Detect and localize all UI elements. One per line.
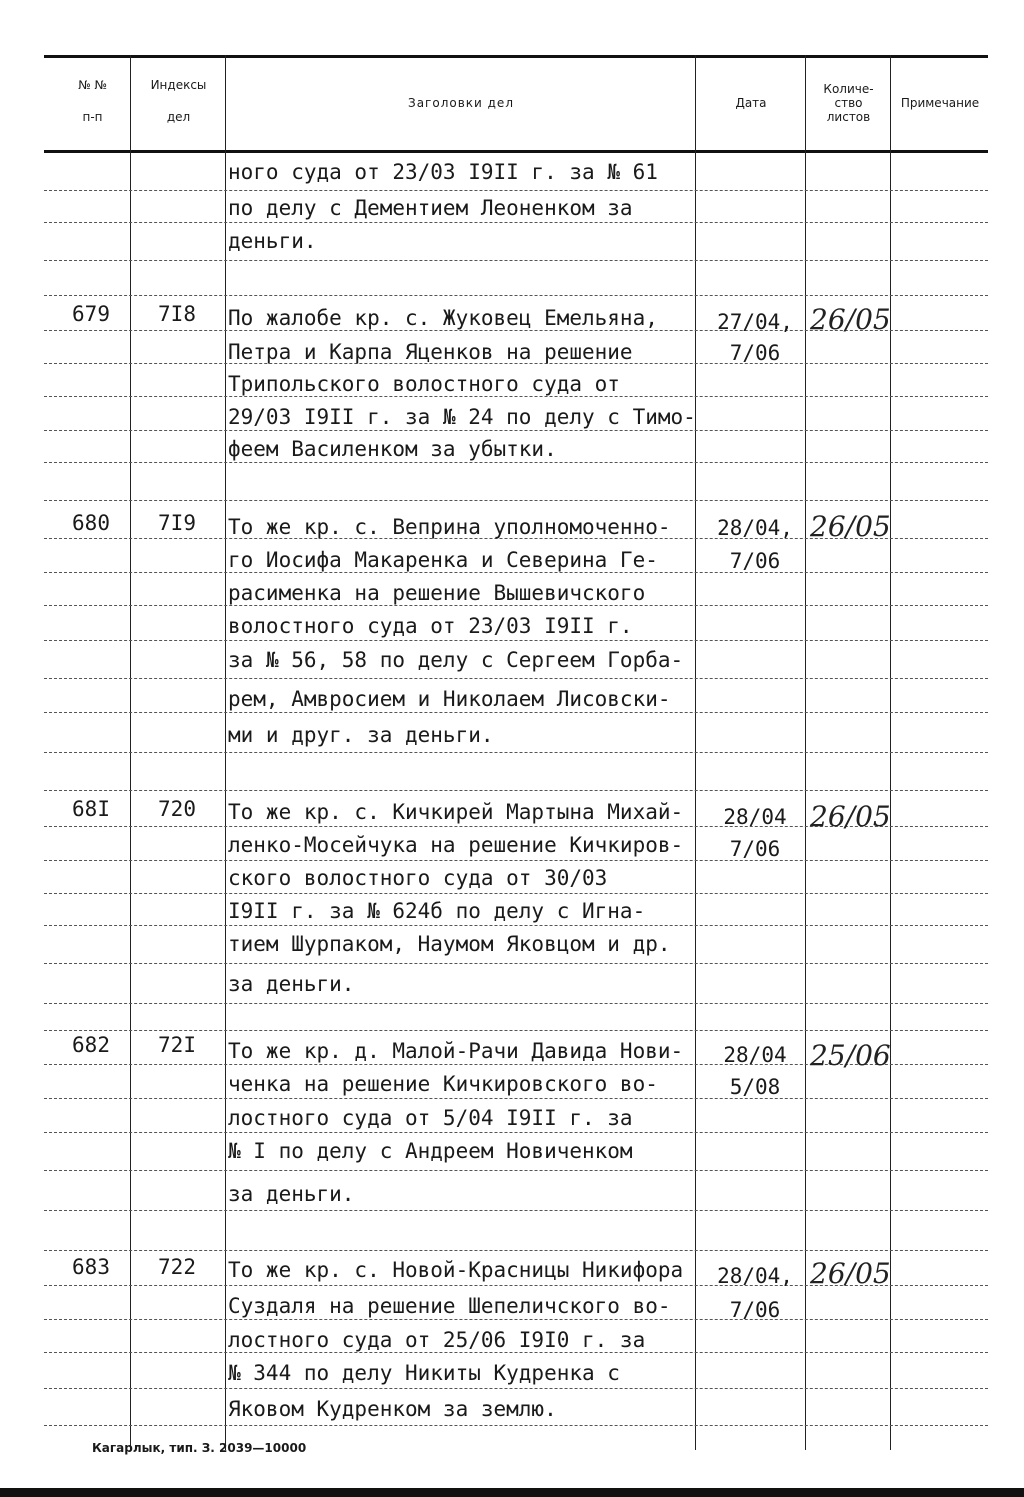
ruled-line bbox=[44, 712, 988, 713]
continuation-line: деньги. bbox=[228, 229, 317, 253]
record-index: 722 bbox=[158, 1255, 196, 1279]
record-index: 720 bbox=[158, 797, 196, 821]
record-line: за деньги. bbox=[228, 972, 355, 996]
ruled-line bbox=[44, 1388, 988, 1389]
record-number: 683 bbox=[72, 1255, 110, 1279]
record-line: 29/03 I9II г. за № 24 по делу с Тимо- bbox=[228, 405, 696, 429]
ruled-line bbox=[44, 860, 988, 861]
ruled-line bbox=[44, 963, 988, 964]
record-line: № I по делу с Андреем Новиченком bbox=[228, 1139, 633, 1163]
ruled-line bbox=[44, 1030, 988, 1031]
record-line: То же кр. с. Кичкирей Мартына Михай- bbox=[228, 800, 684, 824]
ruled-line bbox=[44, 1319, 988, 1320]
top-rule bbox=[44, 55, 988, 58]
record-index: 7I9 bbox=[158, 511, 196, 535]
record-line: рем, Амвросием и Николаем Лисовски- bbox=[228, 687, 671, 711]
header-count bbox=[807, 82, 890, 124]
record-date-1: 28/04, bbox=[717, 1264, 793, 1288]
record-sheets-handwritten: 26/05 bbox=[810, 1257, 891, 1290]
record-date-2: 7/06 bbox=[729, 1298, 781, 1322]
ruled-line bbox=[44, 1210, 988, 1211]
record-date-2: 5/08 bbox=[729, 1075, 781, 1099]
record-date-1: 28/04 bbox=[723, 1043, 787, 1067]
record-line: расименка на решение Вышевичского bbox=[228, 581, 646, 605]
record-sheets-handwritten: 26/05 bbox=[810, 800, 891, 833]
record-date-1: 28/04, bbox=[717, 516, 793, 540]
continuation-line: по делу с Дементием Леоненком за bbox=[228, 196, 633, 220]
header-date: Дата bbox=[735, 96, 767, 110]
record-line: ского волостного суда от 30/03 bbox=[228, 866, 608, 890]
ruled-line bbox=[44, 640, 988, 641]
ruled-line bbox=[44, 295, 988, 296]
record-sheets-handwritten: 26/05 bbox=[810, 303, 891, 336]
record-line: го Иосифа Макаренка и Северина Ге- bbox=[228, 548, 658, 572]
ruled-line bbox=[44, 430, 988, 431]
ruled-line bbox=[44, 790, 988, 791]
header-index bbox=[132, 78, 225, 124]
record-line: Петра и Карпа Яценков на решение bbox=[228, 340, 633, 364]
continuation-line: ного суда от 23/03 I9II г. за № 61 bbox=[228, 160, 658, 184]
header-count-2: ство bbox=[834, 96, 863, 110]
header-count-3: листов bbox=[826, 110, 871, 124]
record-number: 68I bbox=[72, 797, 110, 821]
printer-imprint: Кагарлык, тип. З. 2039—10000 bbox=[92, 1441, 307, 1455]
header-index-sub: дел bbox=[166, 110, 191, 124]
record-line: I9II г. за № 624б по делу с Игна- bbox=[228, 899, 646, 923]
ruled-line bbox=[44, 1098, 988, 1099]
record-date-2: 7/06 bbox=[729, 341, 781, 365]
ruled-line bbox=[44, 260, 988, 261]
ruled-line bbox=[44, 1250, 988, 1251]
record-line: То же кр. д. Малой-Рачи Давида Нови- bbox=[228, 1039, 684, 1063]
ruled-line bbox=[44, 462, 988, 463]
ruled-line bbox=[44, 752, 988, 753]
record-line: № 344 по делу Никиты Кудренка с bbox=[228, 1361, 620, 1385]
record-date-2: 7/06 bbox=[729, 549, 781, 573]
ruled-line bbox=[44, 222, 988, 223]
ruled-line bbox=[44, 500, 988, 501]
record-line: лостного суда от 25/06 I9I0 г. за bbox=[228, 1328, 646, 1352]
record-line: волостного суда от 23/03 I9II г. bbox=[228, 614, 633, 638]
ruled-line bbox=[44, 1352, 988, 1353]
record-line: феем Василенком за убытки. bbox=[228, 437, 557, 461]
record-line: ченка на решение Кичкировского во- bbox=[228, 1072, 658, 1096]
ruled-line bbox=[44, 190, 988, 191]
record-line: за деньги. bbox=[228, 1182, 355, 1206]
record-line: Яковом Кудренком за землю. bbox=[228, 1397, 557, 1421]
ruled-line bbox=[44, 678, 988, 679]
record-line: за № 56, 58 по делу с Сергеем Горба- bbox=[228, 648, 684, 672]
record-line: Трипольского волостного суда от bbox=[228, 372, 620, 396]
ruled-line bbox=[44, 1003, 988, 1004]
header-index-label: Индексы bbox=[150, 78, 207, 92]
record-line: тием Шурпаком, Наумом Яковцом и др. bbox=[228, 932, 671, 956]
record-index: 7I8 bbox=[158, 302, 196, 326]
record-number: 682 bbox=[72, 1033, 110, 1057]
header-no bbox=[55, 78, 130, 124]
header-count-1: Количе- bbox=[823, 82, 874, 96]
header-rule bbox=[44, 150, 988, 153]
record-line: ленко-Мосейчука на решение Кичкиров- bbox=[228, 833, 684, 857]
ruled-line bbox=[44, 1132, 988, 1133]
record-date-2: 7/06 bbox=[729, 837, 781, 861]
record-index: 72I bbox=[158, 1033, 196, 1057]
record-line: То же кр. с. Новой-Красницы Никифора bbox=[228, 1258, 684, 1282]
ruled-line bbox=[44, 1170, 988, 1171]
header-title: Заголовки дел bbox=[408, 96, 514, 110]
ruled-line bbox=[44, 925, 988, 926]
ruled-line bbox=[44, 605, 988, 606]
record-line: лостного суда от 5/04 I9II г. за bbox=[228, 1106, 633, 1130]
record-line: То же кр. с. Веприна уполномоченно- bbox=[228, 515, 671, 539]
record-line: Суздаля на решение Шепеличского во- bbox=[228, 1294, 671, 1318]
record-line: По жалобе кр. с. Жуковец Емельяна, bbox=[228, 306, 658, 330]
record-number: 679 bbox=[72, 302, 110, 326]
record-sheets-handwritten: 26/05 bbox=[810, 510, 891, 543]
ruled-line bbox=[44, 572, 988, 573]
header-note: Примечание bbox=[900, 96, 980, 110]
header-no-sub: п-п bbox=[82, 110, 103, 124]
record-number: 680 bbox=[72, 511, 110, 535]
record-sheets-handwritten: 25/06 bbox=[810, 1039, 891, 1072]
record-date-1: 27/04, bbox=[717, 310, 793, 334]
scan-edge bbox=[0, 1488, 1024, 1497]
ruled-line bbox=[44, 893, 988, 894]
record-line: ми и друг. за деньги. bbox=[228, 723, 494, 747]
ruled-line bbox=[44, 396, 988, 397]
ruled-line bbox=[44, 1425, 988, 1426]
record-date-1: 28/04 bbox=[723, 805, 787, 829]
header-no-label: № № bbox=[78, 78, 107, 92]
